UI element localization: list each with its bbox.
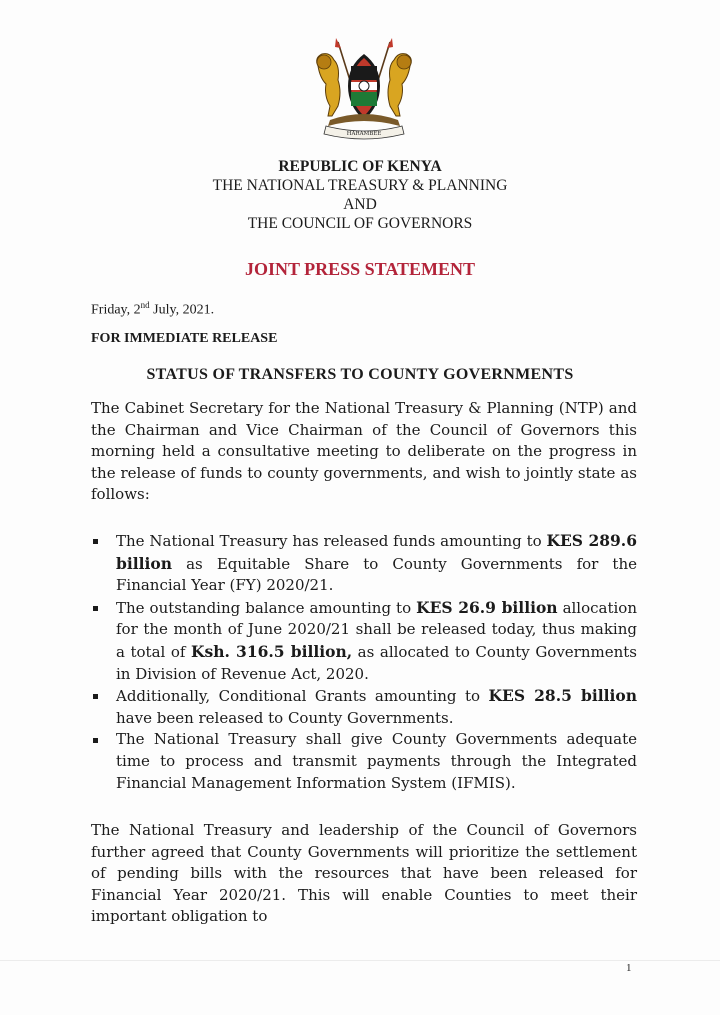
bullet-list	[91, 530, 637, 794]
bullet-icon	[93, 738, 98, 743]
document-title: STATUS OF TRANSFERS TO COUNTY GOVERNMENTS	[146, 366, 574, 383]
svg-text:HARAMBEE: HARAMBEE	[346, 131, 382, 137]
list-item: Additionally, Conditional Grants amounting to KES 28.5 billion have been released to County Governments.	[91, 685, 637, 729]
list-item: The National Treasury shall give County Governments adequate time to process and transmit payments through the Integrated Financial Management Information System (IFMIS).	[91, 729, 637, 794]
header-republic: REPUBLIC OF KENYA	[278, 158, 442, 175]
bullet-icon	[93, 694, 98, 699]
list-item: The outstanding balance amounting to KES 26.9 billion allocation for the month of June 2020/21 shall be released today, thus making a total of Ksh. 316.5 billion, as allocated to County Governments in Division of Revenue Act, 2020.	[91, 597, 637, 685]
release-label: FOR IMMEDIATE RELEASE	[91, 331, 278, 346]
bullet-icon	[93, 539, 98, 544]
intro-paragraph: The Cabinet Secretary for the National Treasury & Planning (NTP) and the Chairman and Vice Chairman of the Council of Governors this morning held a consultative meeting to deliberate on the progress in the release of funds to county governments, and wish to jointly state as follows:	[91, 399, 637, 504]
closing-paragraph: The National Treasury and leadership of the Council of Governors further agreed that County Governments will prioritize the settlement of pending bills with the resources that have been released for Financial Year 2020/21. This will enable Counties to meet their important obligation to	[91, 821, 637, 926]
header-treasury: THE NATIONAL TREASURY & PLANNING	[212, 177, 508, 194]
statement-type: JOINT PRESS STATEMENT	[244, 259, 476, 279]
footer-divider	[0, 960, 720, 961]
kenya-coat-of-arms-icon	[308, 36, 420, 142]
header-and: AND	[343, 196, 377, 213]
list-item: The National Treasury has released funds amounting to KES 289.6 billion as Equitable Share to County Governments for the Financial Year (FY) 2020/21.	[91, 530, 637, 597]
bullet-icon	[93, 606, 98, 611]
statement-date: Friday, 2nd July, 2021.	[91, 300, 215, 318]
header-council: THE COUNCIL OF GOVERNORS	[247, 215, 473, 232]
page-number: 1	[626, 962, 632, 974]
